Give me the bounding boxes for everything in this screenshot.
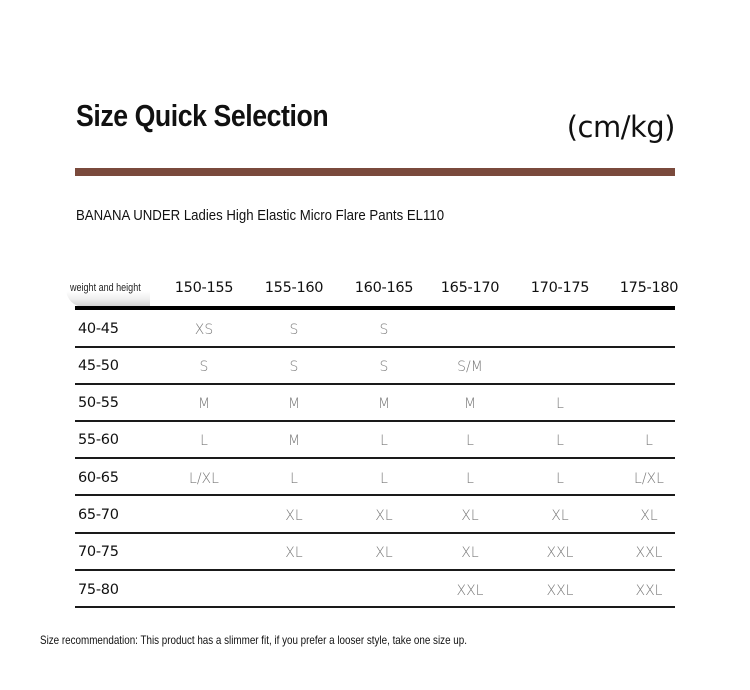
row-header-weight: 50-55	[78, 395, 119, 411]
row-header-weight: 60-65	[78, 470, 119, 486]
size-cell: S	[289, 322, 299, 338]
size-cell: L	[556, 433, 564, 449]
size-cell: L	[466, 471, 474, 487]
column-header-height: 155-160	[264, 280, 324, 296]
size-cell: L	[290, 471, 298, 487]
unit-label: (cm/kg)	[566, 110, 675, 144]
size-cell: L	[556, 396, 564, 412]
size-cell: L	[645, 433, 653, 449]
size-cell: XL	[461, 508, 479, 524]
size-cell: XL	[551, 508, 569, 524]
row-divider	[75, 569, 675, 571]
size-cell: S/M	[457, 359, 483, 375]
column-header-height: 165-170	[440, 280, 500, 296]
row-divider	[75, 457, 675, 459]
size-cell: XL	[461, 545, 479, 561]
row-header-weight: 70-75	[78, 544, 119, 560]
row-divider	[75, 532, 675, 534]
row-divider	[75, 494, 675, 496]
page-title: Size Quick Selection	[76, 98, 329, 133]
size-cell: M	[287, 396, 301, 412]
size-cell: XXL	[635, 545, 663, 561]
size-cell: XL	[640, 508, 658, 524]
size-cell: L	[200, 433, 208, 449]
size-cell: S	[289, 359, 299, 375]
size-cell: M	[197, 396, 211, 412]
column-header-height: 170-175	[530, 280, 590, 296]
column-header-height: 150-155	[174, 280, 234, 296]
row-header-weight: 75-80	[78, 582, 119, 598]
size-cell: S	[379, 359, 389, 375]
row-divider	[75, 383, 675, 385]
size-cell: XL	[285, 545, 303, 561]
row-divider	[75, 420, 675, 422]
size-cell: XL	[285, 508, 303, 524]
size-cell: M	[463, 396, 477, 412]
size-cell: L/XL	[634, 471, 664, 487]
size-cell: L	[466, 433, 474, 449]
row-header-weight: 65-70	[78, 507, 119, 523]
column-header-height: 160-165	[354, 280, 414, 296]
size-cell: XXL	[546, 583, 574, 599]
size-recommendation-note: Size recommendation: This product has a slimmer fit, if you prefer a looser style, take one size up.	[40, 633, 467, 647]
row-header-weight: 55-60	[78, 432, 119, 448]
size-cell: M	[287, 433, 301, 449]
size-cell: XL	[375, 545, 393, 561]
size-cell: M	[377, 396, 391, 412]
row-header-weight: 40-45	[78, 321, 119, 337]
size-cell: XXL	[456, 583, 484, 599]
size-cell: XS	[194, 322, 214, 338]
header-rule	[75, 306, 675, 310]
size-cell: L	[380, 433, 388, 449]
size-cell: XL	[375, 508, 393, 524]
row-divider	[75, 346, 675, 348]
corner-header-label: weight and height	[70, 282, 141, 294]
row-divider	[75, 606, 675, 608]
size-cell: L	[380, 471, 388, 487]
size-cell: S	[199, 359, 209, 375]
accent-divider	[75, 168, 675, 176]
size-cell: L	[556, 471, 564, 487]
size-cell: XXL	[635, 583, 663, 599]
size-cell: XXL	[546, 545, 574, 561]
size-cell: L/XL	[189, 471, 219, 487]
product-name: BANANA UNDER Ladies High Elastic Micro Flare Pants EL110	[76, 207, 445, 224]
size-cell: S	[379, 322, 389, 338]
column-header-height: 175-180	[619, 280, 679, 296]
row-header-weight: 45-50	[78, 358, 119, 374]
